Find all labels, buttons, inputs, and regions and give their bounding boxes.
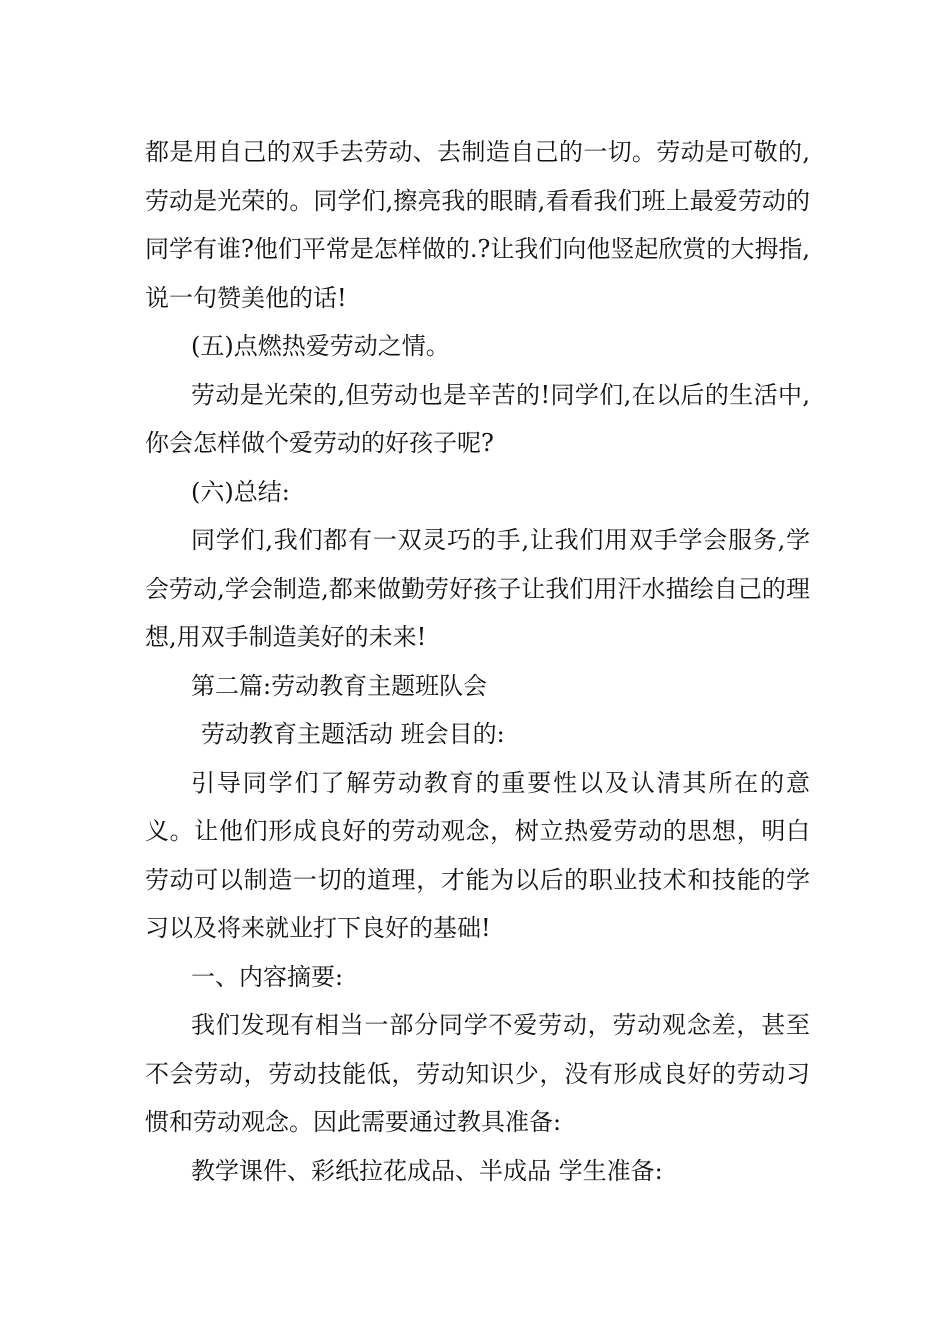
section-heading-abstract: 一、内容摘要:: [191, 962, 344, 991]
activity-subtitle: 劳动教育主题活动 班会目的:: [201, 720, 505, 748]
chapter-title-two: 第二篇:劳动教育主题班队会: [191, 671, 488, 700]
section-heading-five: (五)点燃热爱劳动之情。: [191, 332, 450, 360]
paragraph-abstract: 我们发现有相当一部分同学不爱劳动，劳动观念差，甚至不会劳动，劳动技能低，劳动知识少，没有形成良好的劳动习惯和劳动观念。因此需要通过教具准备:: [145, 1011, 810, 1136]
paragraph-materials: 教学课件、彩纸拉花成品、半成品 学生准备:: [191, 1156, 663, 1185]
paragraph-labor-glory: 劳动是光荣的,但劳动也是辛苦的!同学们,在以后的生活中,你会怎样做个爱劳动的好孩子呢?: [145, 380, 810, 457]
paragraph-summary: 同学们,我们都有一双灵巧的手,让我们用双手学会服务,学会劳动,学会制造,都来做勤劳好孩子让我们用汗水描绘自己的理想,用双手制造美好的未来!: [145, 526, 810, 651]
paragraph-praise: 都是用自己的双手去劳动、去制造自己的一切。劳动是可敬的,劳动是光荣的。同学们,擦亮我的眼睛,看看我们班上最爱劳动的同学有谁?他们平常是怎样做的.?让我们向他竖起欣赏的大拇指,说一句赞美他的话!: [145, 138, 810, 312]
paragraph-purpose: 引导同学们了解劳动教育的重要性以及认清其所在的意义。让他们形成良好的劳动观念，树立热爱劳动的思想，明白劳动可以制造一切的道理，才能为以后的职业技术和技能的学习以及将来就业打下良好的基础!: [145, 768, 810, 942]
section-heading-six: (六)总结:: [191, 477, 290, 506]
document-body: [145, 128, 810, 1195]
